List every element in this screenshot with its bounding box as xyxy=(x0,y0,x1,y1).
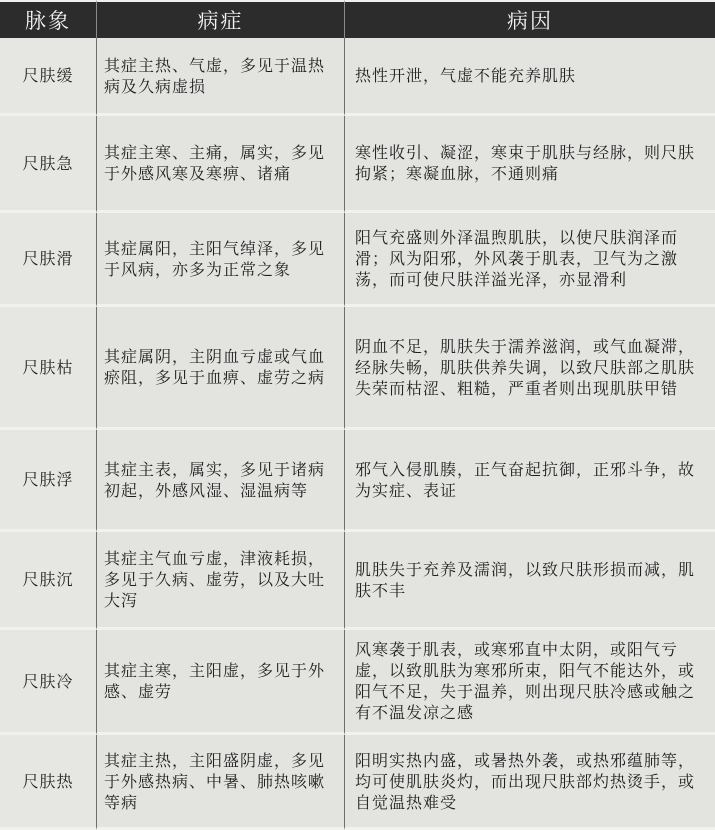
cause-text: 热性开泄，气虚不能充养肌肤 xyxy=(355,66,577,85)
pulse-text: 尺肤缓 xyxy=(22,66,74,85)
symptoms-cell xyxy=(97,307,345,430)
pulse-cell xyxy=(0,735,97,830)
symptoms-text: 其症主寒，主阳虚，多见于外感、虚劳 xyxy=(104,661,326,701)
cause-cell xyxy=(345,430,715,532)
pulse-cell xyxy=(0,38,97,116)
symptoms-cell xyxy=(97,213,345,307)
symptoms-text: 其症主热，主阳盛阴虚，多见于外感热病、中暑、肺热咳嗽等病 xyxy=(104,750,326,812)
symptoms-text: 其症主寒、主痛，属实，多见于外感风寒及寒痹、诸痛 xyxy=(104,143,326,183)
pulse-cell xyxy=(0,116,97,213)
symptoms-text: 其症主热、气虚，多见于温热病及久病虚损 xyxy=(104,55,326,96)
cause-cell xyxy=(345,307,715,430)
symptoms-text: 其症主气血亏虚，津液耗损，多见于久病、虚劳，以及大吐大泻 xyxy=(104,549,326,610)
cause-text: 阴血不足，肌肤失于濡养滋润，或气血凝滞，经脉失畅，肌肤供养失调，以致尺肤部之肌肤失荣而枯涩、粗糙，严重者则出现肌肤甲错 xyxy=(355,336,696,398)
cause-cell xyxy=(345,213,715,307)
cause-cell xyxy=(345,532,715,630)
symptoms-cell xyxy=(97,532,345,630)
pulse-text: 尺肤热 xyxy=(22,771,74,791)
pulse-text: 尺肤枯 xyxy=(22,357,74,377)
symptoms-cell xyxy=(97,116,345,213)
cause-text: 阳气充盛则外泽温煦肌肤，以使尺肤润泽而滑；风为阳邪，外风袭于肌表，卫气为之激荡，而可使尺肤洋溢光泽，亦显滑利 xyxy=(355,228,679,289)
cause-text: 肌肤失于充养及濡润，以致尺肤形损而减，肌肤不丰 xyxy=(355,559,696,600)
symptoms-cell xyxy=(97,430,345,532)
symptoms-cell xyxy=(97,38,345,116)
symptoms-text: 其症属阳，主阳气绰泽，多见于风病，亦多为正常之象 xyxy=(104,238,326,279)
header-symptoms: 病症 xyxy=(97,0,345,38)
pulse-text: 尺肤急 xyxy=(22,153,74,173)
cause-text: 邪气入侵肌腠，正气奋起抗御，正邪斗争，故为实症、表证 xyxy=(355,459,696,500)
symptoms-cell xyxy=(97,735,345,830)
header-cause: 病因 xyxy=(345,0,715,38)
header-pulse: 脉象 xyxy=(0,0,97,38)
cause-cell xyxy=(345,116,715,213)
symptoms-cell xyxy=(97,630,345,735)
cause-cell xyxy=(345,38,715,116)
cause-text: 阳明实热内盛，或暑热外袭，或热邪蕴肺等，均可使肌肤炎灼，而出现尺肤部灼热烫手，或自觉温热难受 xyxy=(355,750,696,812)
pulse-cell xyxy=(0,630,97,735)
pulse-cell xyxy=(0,430,97,532)
symptoms-text: 其症属阴，主阴血亏虚或气血瘀阻，多见于血痹、虚劳之病 xyxy=(104,347,326,387)
cause-cell xyxy=(345,630,715,735)
cause-cell xyxy=(345,735,715,830)
pulse-text: 尺肤沉 xyxy=(22,570,74,589)
pulse-cell xyxy=(0,213,97,307)
pulse-text: 尺肤浮 xyxy=(22,470,74,489)
pulse-text: 尺肤冷 xyxy=(22,671,74,691)
cause-text: 寒性收引、凝涩，寒束于肌肤与经脉，则尺肤拘紧；寒凝血脉，不通则痛 xyxy=(355,143,696,183)
pulse-text: 尺肤滑 xyxy=(22,249,74,268)
pulse-cell xyxy=(0,532,97,630)
pulse-cell xyxy=(0,307,97,430)
symptoms-text: 其症主表，属实，多见于诸病初起，外感风湿、湿温病等 xyxy=(104,459,326,500)
cause-text: 风寒袭于肌表，或寒邪直中太阴，或阳气亏虚，以致肌肤为寒邪所束，阳气不能达外，或阳气不足，失于温养，则出现尺肤冷感或触之有不温发凉之感 xyxy=(355,640,696,722)
